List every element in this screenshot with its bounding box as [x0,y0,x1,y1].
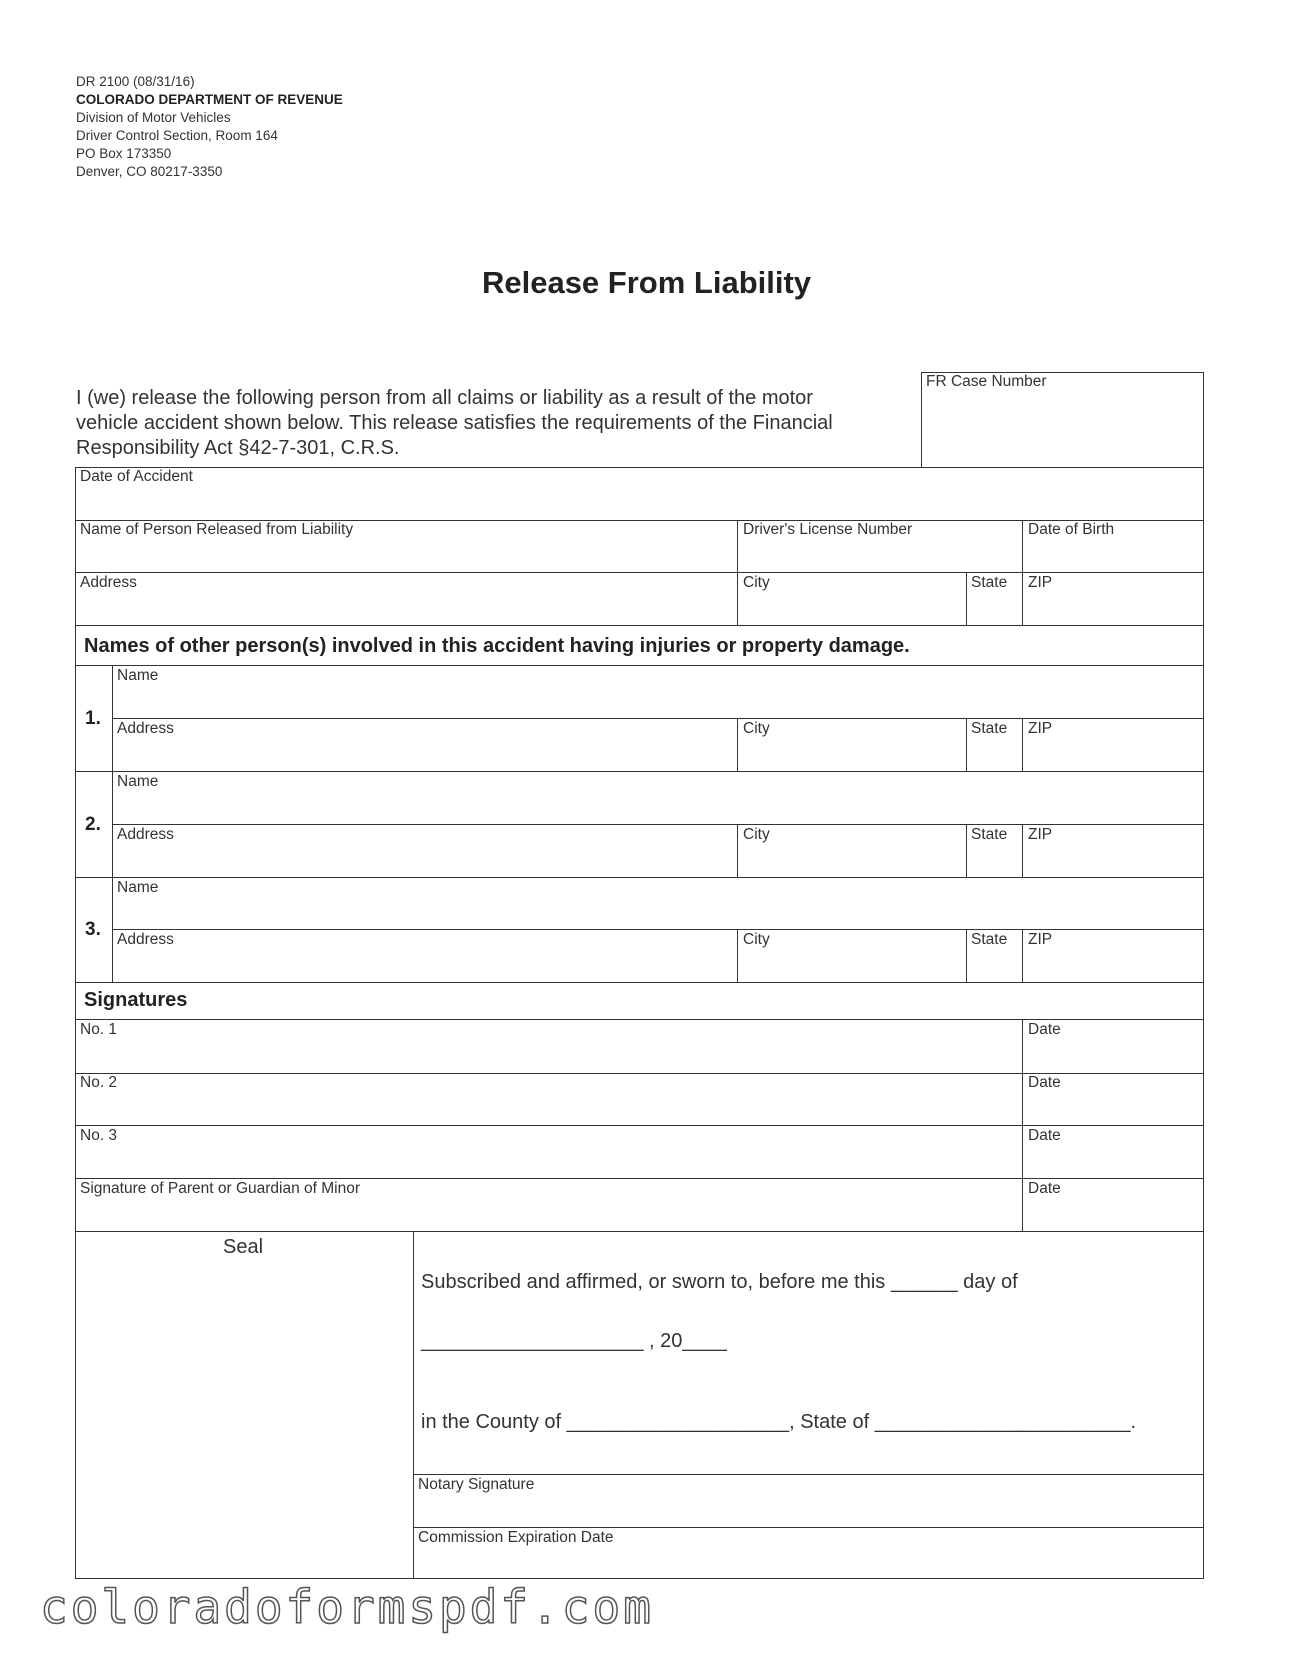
drivers-license-label: Driver's License Number [743,521,913,538]
name-released-label: Name of Person Released from Liability [80,521,354,538]
other-persons-heading: Names of other person(s) involved in this accident having injuries or property damage. [84,635,910,657]
person-3-city-label: City [743,931,770,948]
signatures-heading: Signatures [84,989,188,1011]
person-3-state-label: State [971,931,1008,948]
guardian-signature-label: Signature of Parent or Guardian of Minor [80,1180,361,1197]
person-number-2: 2. [85,814,101,835]
person-2-state-label: State [971,826,1008,843]
person-1-zip-label: ZIP [1028,720,1053,737]
intro-line-1: I (we) release the following person from all claims or liability as a result of the motor [76,387,813,409]
person-3-address-label: Address [117,931,174,948]
person-2-city-label: City [743,826,770,843]
address-field[interactable] [76,573,736,624]
signature-1-date-label: Date [1028,1021,1061,1038]
person-number-3: 3. [85,919,101,940]
city-label: City [743,574,770,591]
agency-header [76,73,343,181]
city-field[interactable] [738,573,965,624]
person-1-address-label: Address [117,720,174,737]
person-3-name-label: Name [117,879,159,896]
city-state-zip: Denver, CO 80217-3350 [76,164,223,179]
seal-label: Seal [223,1236,264,1258]
intro-line-2: vehicle accident shown below. This release satisfies the requirements of the Financial [76,412,833,434]
person-3-address-field[interactable] [113,930,736,981]
person-2-name-label: Name [117,773,159,790]
person-1-city-field[interactable] [738,719,965,770]
signature-3-field[interactable] [76,1126,1021,1177]
guardian-date-label: Date [1028,1180,1061,1197]
signature-3-label: No. 3 [80,1127,118,1144]
page-title: Release From Liability [481,265,812,300]
person-1-state-label: State [971,720,1008,737]
commission-expiration-label: Commission Expiration Date [418,1529,614,1546]
department-name: COLORADO DEPARTMENT OF REVENUE [76,92,343,107]
person-1-name-label: Name [117,667,159,684]
notary-statement-line-2: ____________________ , 20____ [421,1330,727,1352]
notary-signature-label: Notary Signature [418,1476,535,1493]
person-1-address-field[interactable] [113,719,736,770]
po-box: PO Box 173350 [76,146,172,161]
date-of-birth-label: Date of Birth [1028,521,1115,538]
notary-statement-line-1: Subscribed and affirmed, or sworn to, before me this ______ day of [421,1271,1018,1293]
signature-1-label: No. 1 [80,1021,118,1038]
signature-3-date-label: Date [1028,1127,1061,1144]
intro-text [76,386,916,461]
date-of-accident-label: Date of Accident [80,468,193,485]
state-label: State [971,574,1008,591]
address-label: Address [80,574,137,591]
signature-1-field[interactable] [76,1020,1021,1072]
person-2-city-field[interactable] [738,825,965,876]
fr-case-number-label: FR Case Number [926,373,1047,390]
date-of-accident-field[interactable] [76,468,1203,519]
zip-label: ZIP [1028,574,1053,591]
signature-2-date-label: Date [1028,1074,1061,1091]
person-3-name-field[interactable] [113,878,1203,928]
person-2-zip-label: ZIP [1028,826,1053,843]
person-1-name-field[interactable] [113,666,1203,717]
watermark: coloradoformspdf.com [40,1580,654,1634]
person-2-name-field[interactable] [113,772,1203,823]
person-2-address-label: Address [117,826,174,843]
signature-2-label: No. 2 [80,1074,118,1091]
person-number-1: 1. [85,708,101,729]
person-3-zip-label: ZIP [1028,931,1053,948]
section-name: Driver Control Section, Room 164 [76,128,278,143]
person-2-address-field[interactable] [113,825,736,876]
signature-2-field[interactable] [76,1074,1021,1124]
person-1-city-label: City [743,720,770,737]
notary-statement-line-3: in the County of ____________________, State of _______________________. [421,1411,1137,1433]
division-name: Division of Motor Vehicles [76,110,231,125]
person-3-city-field[interactable] [738,930,965,981]
form-id: DR 2100 (08/31/16) [76,74,195,89]
intro-line-3: Responsibility Act §42-7-301, C.R.S. [76,437,400,459]
